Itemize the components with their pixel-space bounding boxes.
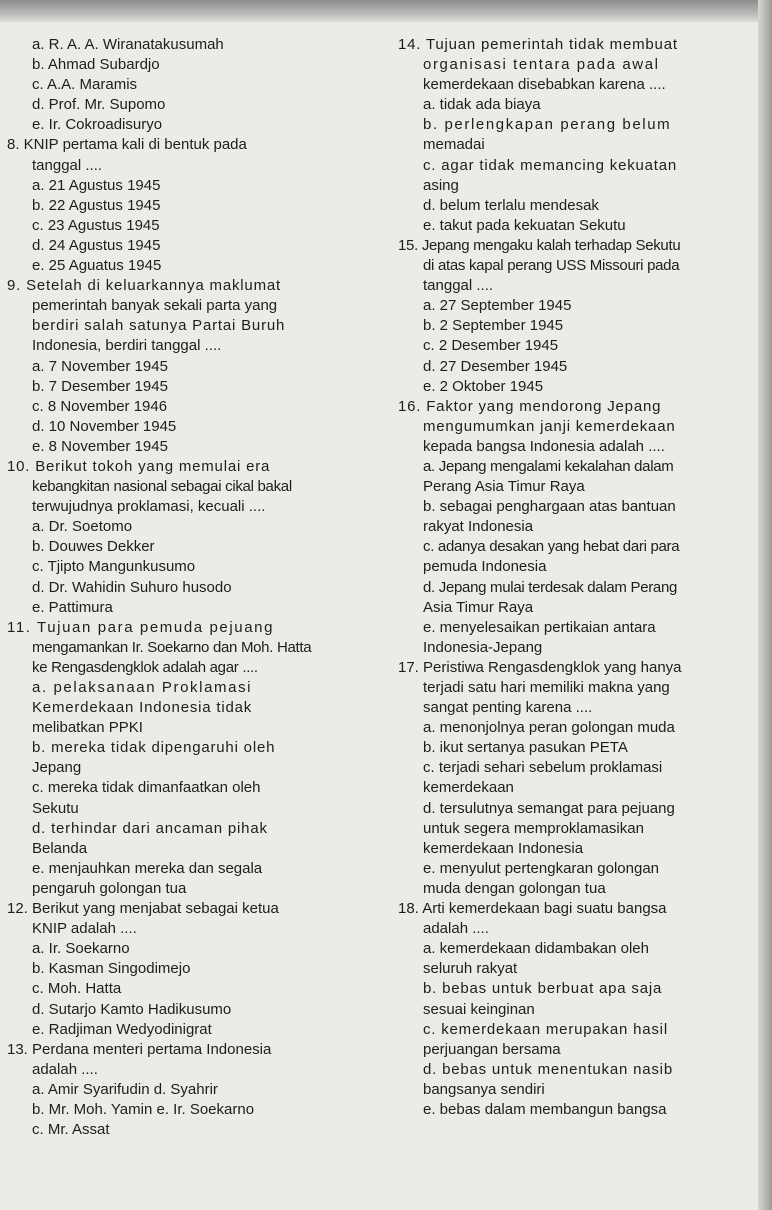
text-line: pemuda Indonesia bbox=[423, 558, 547, 576]
text-line: a. kemerdekaan didambakan oleh bbox=[423, 940, 649, 958]
text-line: berdiri salah satunya Partai Buruh bbox=[32, 317, 286, 335]
text-line: pemerintah banyak sekali parta yang bbox=[32, 297, 278, 315]
text-line: d. Jepang mulai terdesak dalam Perang bbox=[423, 578, 678, 596]
text-line: e. 8 November 1945 bbox=[32, 437, 168, 455]
text-line: a. 7 November 1945 bbox=[32, 357, 168, 375]
text-line: c. adanya desakan yang hebat dari para bbox=[423, 538, 680, 556]
text-line: kebangkitan nasional sebagai cikal bakal bbox=[32, 478, 292, 496]
text-line: d. 24 Agustus 1945 bbox=[32, 236, 161, 254]
text-line: a. R. A. A. Wiranatakusumah bbox=[32, 36, 224, 53]
text-line: mengumumkan janji kemerdekaan bbox=[423, 417, 676, 435]
text-line: kemerdekaan Indonesia bbox=[423, 839, 584, 857]
text-line: melibatkan PPKI bbox=[32, 719, 143, 737]
question-line: 11. Tujuan para pemuda pejuang bbox=[7, 618, 275, 636]
text-line: c. Tjipto Mangunkusumo bbox=[32, 558, 196, 576]
text-line: c. Mr. Assat bbox=[32, 1121, 110, 1139]
text-line: b. Kasman Singodimejo bbox=[32, 960, 191, 978]
text-line: kemerdekaan disebabkan karena .... bbox=[423, 76, 666, 94]
text-line: e. Radjiman Wedyodinigrat bbox=[32, 1020, 212, 1038]
text-line: Indonesia, berdiri tanggal .... bbox=[32, 337, 222, 355]
text-line: a. 27 September 1945 bbox=[423, 297, 572, 315]
text-line: a. Jepang mengalami kekalahan dalam bbox=[423, 457, 674, 475]
text-line: a. tidak ada biaya bbox=[423, 96, 541, 114]
text-line: d. terhindar dari ancaman pihak bbox=[32, 819, 268, 837]
question-line: 16. Faktor yang mendorong Jepang bbox=[398, 397, 662, 415]
text-line: b. mereka tidak dipengaruhi oleh bbox=[32, 739, 276, 757]
text-line: b. 2 September 1945 bbox=[423, 317, 564, 335]
text-line: ke Rengasdengklok adalah agar .... bbox=[32, 658, 258, 676]
text-line: e. menjauhkan mereka dan segala bbox=[32, 859, 263, 877]
text-line: a. Dr. Soetomo bbox=[32, 518, 133, 536]
text-line: a. Ir. Soekarno bbox=[32, 940, 130, 958]
text-line: tanggal .... bbox=[423, 277, 494, 295]
text-line: mengamankan Ir. Soekarno dan Moh. Hatta bbox=[32, 638, 312, 656]
text-line: a. 21 Agustus 1945 bbox=[32, 176, 161, 194]
text-line: organisasi tentara pada awal bbox=[423, 56, 660, 74]
text-line: d. belum terlalu mendesak bbox=[423, 196, 599, 214]
text-line: asing bbox=[423, 176, 459, 194]
question-line: 17. Peristiwa Rengasdengklok yang hanya bbox=[398, 658, 682, 676]
text-line: Belanda bbox=[32, 839, 88, 857]
text-line: a. menonjolnya peran golongan muda bbox=[423, 719, 675, 737]
text-line: Perang Asia Timur Raya bbox=[423, 478, 585, 496]
text-line: c. agar tidak memancing kekuatan bbox=[423, 156, 678, 174]
right-column bbox=[398, 35, 762, 1120]
text-line: sesuai keinginan bbox=[423, 1000, 535, 1018]
text-line: Indonesia-Jepang bbox=[423, 638, 543, 656]
text-line: b. Mr. Moh. Yamin e. Ir. Soekarno bbox=[32, 1100, 255, 1118]
text-line: b. perlengkapan perang belum bbox=[423, 116, 672, 134]
text-line: muda dengan golongan tua bbox=[423, 879, 606, 897]
question-line: 12. Berikut yang menjabat sebagai ketua bbox=[7, 900, 279, 918]
text-line: Jepang bbox=[32, 759, 82, 777]
text-line: d. bebas untuk menentukan nasib bbox=[423, 1060, 673, 1078]
text-line: pengaruh golongan tua bbox=[32, 879, 187, 897]
text-line: Asia Timur Raya bbox=[423, 598, 534, 616]
text-line: a. Amir Syarifudin d. Syahrir bbox=[32, 1080, 218, 1098]
text-line: c. 8 November 1946 bbox=[32, 397, 168, 415]
text-line: d. Sutarjo Kamto Hadikusumo bbox=[32, 1000, 232, 1018]
text-line: c. mereka tidak dimanfaatkan oleh bbox=[32, 779, 261, 797]
text-line: KNIP adalah .... bbox=[32, 920, 137, 938]
question-line: 13. Perdana menteri pertama Indonesia bbox=[7, 1040, 272, 1058]
text-line: perjuangan bersama bbox=[423, 1040, 561, 1058]
text-line: b. bebas untuk berbuat apa saja bbox=[423, 980, 663, 998]
text-line: c. 2 Desember 1945 bbox=[423, 337, 559, 355]
text-line: c. A.A. Maramis bbox=[32, 76, 138, 94]
text-line: d. tersulutnya semangat para pejuang bbox=[423, 799, 675, 817]
text-line: terwujudnya proklamasi, kecuali .... bbox=[32, 498, 266, 516]
text-line: bangsanya sendiri bbox=[423, 1080, 545, 1098]
text-line: d. 27 Desember 1945 bbox=[423, 357, 568, 375]
text-line: e. menyelesaikan pertikaian antara bbox=[423, 618, 656, 636]
text-line: sangat penting karena .... bbox=[423, 699, 593, 717]
text-line: kemerdekaan bbox=[423, 779, 514, 797]
text-line: d. Dr. Wahidin Suhuro husodo bbox=[32, 578, 232, 596]
text-line: Kemerdekaan Indonesia tidak bbox=[32, 699, 253, 717]
text-line: b. Douwes Dekker bbox=[32, 538, 155, 556]
text-line: b. sebagai penghargaan atas bantuan bbox=[423, 498, 676, 516]
text-line: seluruh rakyat bbox=[423, 960, 518, 978]
page-top-shadow bbox=[0, 0, 772, 22]
text-line: a. pelaksanaan Proklamasi bbox=[32, 679, 253, 696]
text-line: d. 10 November 1945 bbox=[32, 417, 177, 435]
text-line: e. Pattimura bbox=[32, 598, 113, 616]
text-line: kepada bangsa Indonesia adalah .... bbox=[423, 437, 665, 455]
text-line: e. 25 Aguatus 1945 bbox=[32, 257, 162, 275]
text-line: c. Moh. Hatta bbox=[32, 980, 122, 998]
text-line: c. 23 Agustus 1945 bbox=[32, 216, 160, 234]
question-line: 15. Jepang mengaku kalah terhadap Sekutu bbox=[398, 236, 681, 254]
text-line: rakyat Indonesia bbox=[423, 518, 534, 536]
question-line: 8. KNIP pertama kali di bentuk pada bbox=[7, 136, 247, 154]
text-line: untuk segera memproklamasikan bbox=[423, 819, 644, 837]
text-line: Sekutu bbox=[32, 799, 79, 817]
text-line: b. ikut sertanya pasukan PETA bbox=[423, 739, 628, 757]
text-line: b. 7 Desember 1945 bbox=[32, 377, 168, 395]
text-line: di atas kapal perang USS Missouri pada bbox=[423, 257, 680, 275]
question-line: 18. Arti kemerdekaan bagi suatu bangsa bbox=[398, 900, 667, 918]
text-line: tanggal .... bbox=[32, 156, 103, 174]
text-line: e. takut pada kekuatan Sekutu bbox=[423, 216, 626, 234]
text-line: memadai bbox=[423, 136, 485, 154]
text-line: e. menyulut pertengkaran golongan bbox=[423, 859, 660, 877]
text-line: adalah .... bbox=[423, 920, 489, 938]
text-line: c. terjadi sehari sebelum proklamasi bbox=[423, 759, 663, 777]
text-line: d. Prof. Mr. Supomo bbox=[32, 96, 166, 114]
text-line: adalah .... bbox=[32, 1060, 98, 1078]
text-line: e. Ir. Cokroadisuryo bbox=[32, 116, 163, 134]
text-line: e. bebas dalam membangun bangsa bbox=[423, 1100, 667, 1118]
question-line: 14. Tujuan pemerintah tidak membuat bbox=[398, 36, 678, 53]
question-line: 9. Setelah di keluarkannya maklumat bbox=[7, 277, 281, 295]
text-line: terjadi satu hari memiliki makna yang bbox=[423, 679, 670, 696]
text-line: e. 2 Oktober 1945 bbox=[423, 377, 544, 395]
text-line: b. Ahmad Subardjo bbox=[32, 56, 160, 74]
question-line: 10. Berikut tokoh yang memulai era bbox=[7, 457, 271, 475]
left-column bbox=[7, 35, 379, 1140]
text-line: b. 22 Agustus 1945 bbox=[32, 196, 161, 214]
text-line: c. kemerdekaan merupakan hasil bbox=[423, 1020, 668, 1038]
